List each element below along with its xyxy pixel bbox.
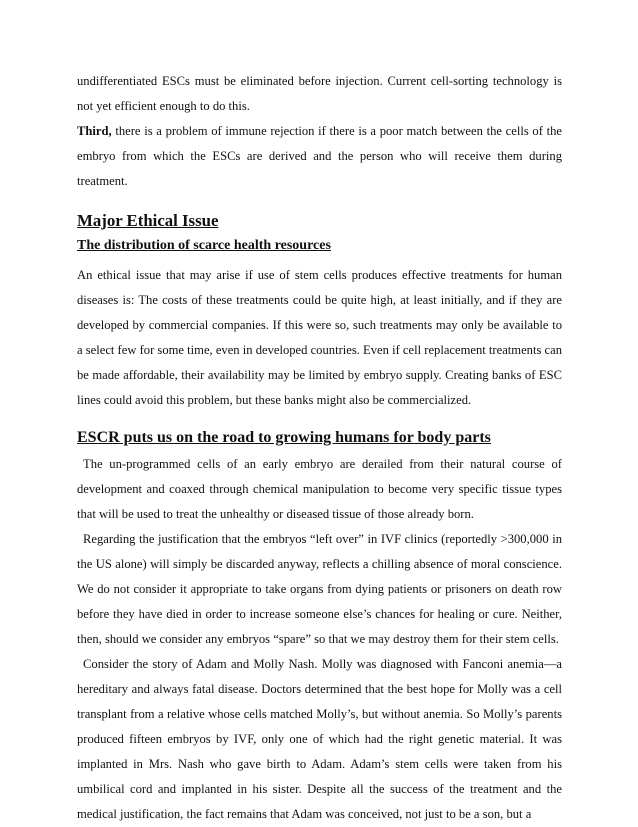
third-point-paragraph bbox=[77, 119, 562, 194]
escr-heading: ESCR puts us on the road to growing humans for body parts bbox=[77, 429, 491, 446]
third-lead: Third, bbox=[77, 124, 112, 138]
escr-paragraph-2: Regarding the justification that the embryos “left over” in IVF clinics (reportedly >300,000 in the US alone) will simply be discarded anyway, reflects a chilling absence of moral conscience. We do not consider it appropriate to take organs from dying patients or prisoners on death row before they have died in order to increase someone else’s chances for healing or cure. Neither, then, should we consider any embryos “spare” so that we may destroy them for their stem cells. bbox=[77, 532, 562, 646]
major-ethical-issue-heading: Major Ethical Issue bbox=[77, 211, 219, 230]
scarce-resources-subheading: The distribution of scarce health resources bbox=[77, 238, 331, 253]
escr-paragraph-1: The un-programmed cells of an early embryo are derailed from their natural course of development and coaxed through chemical manipulation to become very specific tissue types that will be used to treat the unhealthy or diseased tissue of those already born. bbox=[77, 457, 562, 521]
scarce-resources-paragraph: An ethical issue that may arise if use of stem cells produces effective treatments for human diseases is: The costs of these treatments could be quite high, at least initially, and if they are developed by commercial companies. If this were so, such treatments may only be available to a select few for some time, even in developed countries. Even if cell replacement treatments can be made affordable, their availability may be limited by embryo supply. Creating banks of ESC lines could avoid this problem, but these banks might also be commercialized. bbox=[77, 268, 563, 407]
third-point-text: there is a problem of immune rejection if there is a poor match between the cells of the embryo from which the ESCs are derived and the person who will receive them during treatment. bbox=[77, 124, 562, 188]
escr-paragraph-3: Consider the story of Adam and Molly Nash. Molly was diagnosed with Fanconi anemia—a hereditary and always fatal disease. Doctors determined that the best hope for Molly was a cell transplant from a relative whose cells matched Molly’s, but without anemia. So Molly’s parents produced fifteen embryos by IVF, only one of which had the right genetic material. It was implanted in Mrs. Nash who gave birth to Adam. Adam’s stem cells were taken from his umbilical cord and implanted in his sister. Despite all the success of the treatment and the medical justification, the fact remains that Adam was conceived, not just to be a son, but a bbox=[77, 657, 562, 821]
continuation-paragraph: undifferentiated ESCs must be eliminated before injection. Current cell-sorting technology is not yet efficient enough to do this. bbox=[77, 74, 562, 113]
